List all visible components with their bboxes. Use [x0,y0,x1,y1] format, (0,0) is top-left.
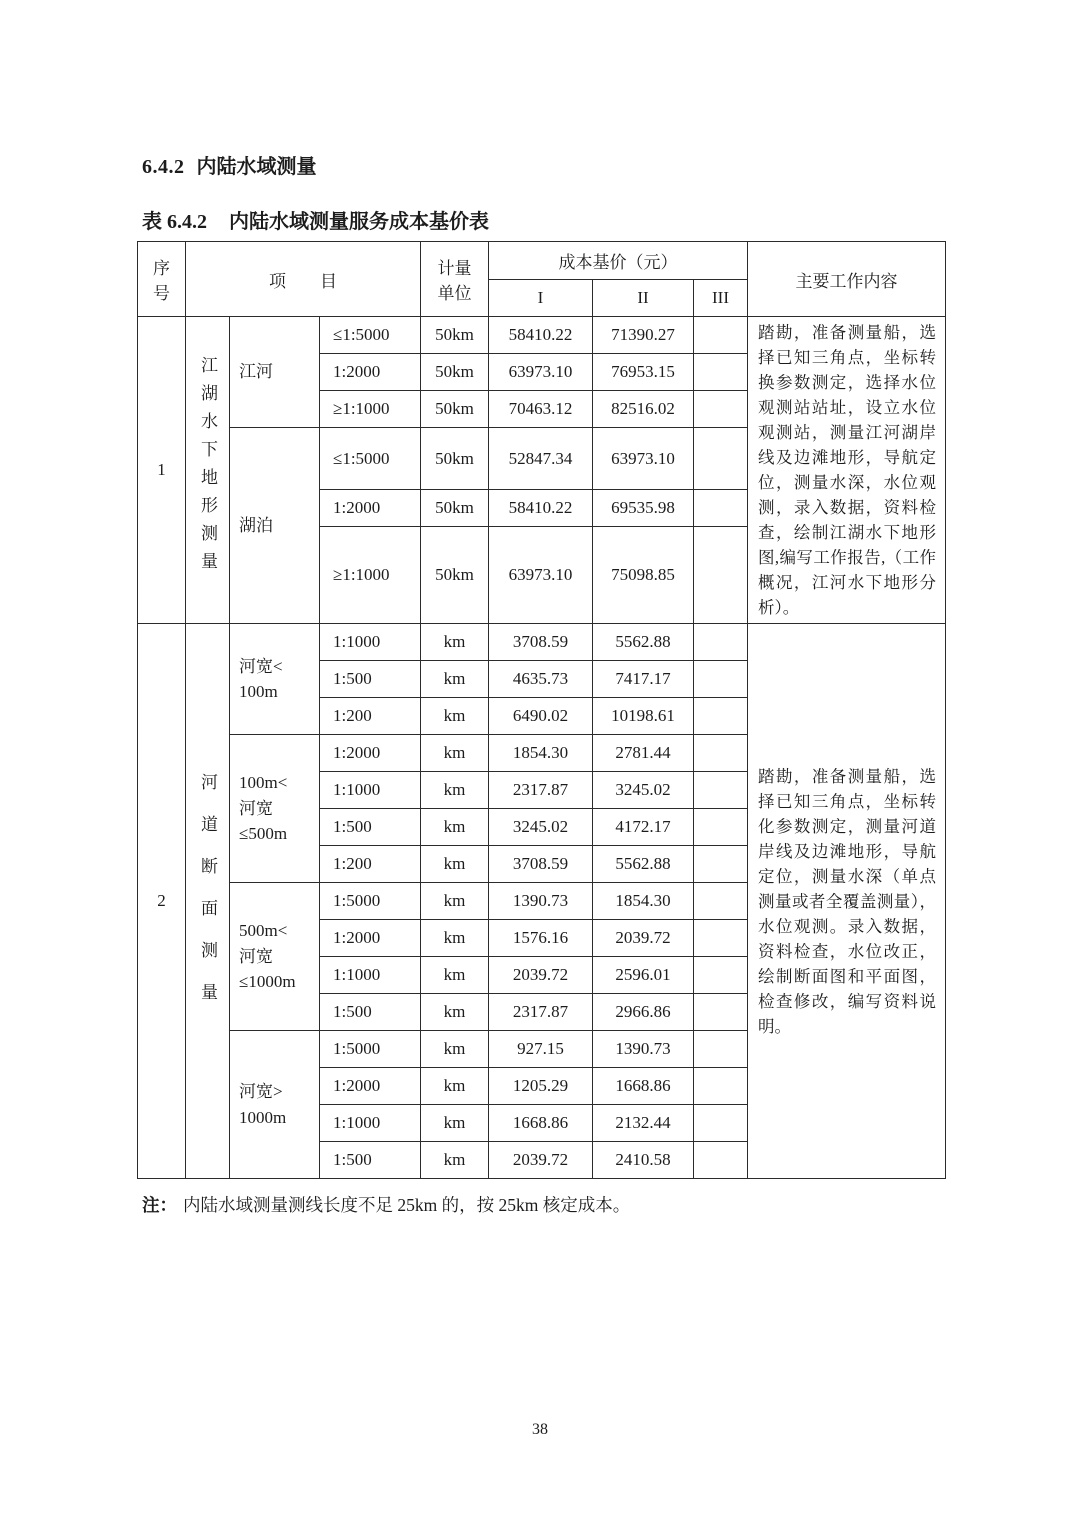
cell-scale: 1:2000 [320,1068,421,1105]
cell-price-i: 2039.72 [489,957,593,994]
cell-group-label: 河宽< 100m [230,624,320,735]
cell-price-i: 6490.02 [489,698,593,735]
table-caption-title: 内陆水域测量服务成本基价表 [229,211,489,233]
cell-price-i: 1390.73 [489,883,593,920]
cell-unit: km [421,883,489,920]
table-note [142,1192,947,1217]
cell-price-ii: 2039.72 [593,920,694,957]
table-caption-label: 表 6.4.2 [142,211,207,233]
cell-price-ii: 10198.61 [593,698,694,735]
table-row [138,624,946,661]
cell-scale: ≤1:5000 [320,428,421,490]
cell-price-i: 1576.16 [489,920,593,957]
cell-unit: 50km [421,428,489,490]
cell-group-label: 江河 [230,317,320,428]
cell-scale: ≤1:5000 [320,317,421,354]
cell-price-iii [694,624,748,661]
cell-scale: 1:1000 [320,1105,421,1142]
cell-price-ii: 69535.98 [593,490,694,527]
section-heading-title: 内陆水域测量 [196,156,317,178]
cell-price-iii [694,698,748,735]
cell-price-i: 70463.12 [489,391,593,428]
cell-price-ii: 5562.88 [593,846,694,883]
cell-price-i: 58410.22 [489,317,593,354]
cell-unit: km [421,735,489,772]
page-content [137,150,947,1217]
cell-price-ii: 2966.86 [593,994,694,1031]
cell-price-i: 927.15 [489,1031,593,1068]
cell-scale: 1:200 [320,846,421,883]
section-heading-number: 6.4.2 [142,156,185,178]
cell-group-label: 湖泊 [230,428,320,624]
category-vertical-text: 江湖水下地形测量 [198,355,217,580]
cell-price-ii: 1854.30 [593,883,694,920]
cell-price-ii: 2410.58 [593,1142,694,1179]
cell-price-i: 1205.29 [489,1068,593,1105]
cell-price-i: 3708.59 [489,624,593,661]
table-header-row-1 [138,242,946,280]
cell-price-i: 63973.10 [489,527,593,624]
cell-price-i: 1668.86 [489,1105,593,1142]
cell-unit: 50km [421,391,489,428]
cell-scale: 1:2000 [320,735,421,772]
note-text: 内陆水域测量测线长度不足 25km 的，按 25km 核定成本。 [183,1195,631,1215]
cell-price-ii: 82516.02 [593,391,694,428]
cell-unit: km [421,994,489,1031]
cell-unit: km [421,1105,489,1142]
cell-unit: 50km [421,317,489,354]
cell-price-ii: 2132.44 [593,1105,694,1142]
cell-scale: 1:500 [320,1142,421,1179]
cell-price-iii [694,735,748,772]
cell-unit: km [421,920,489,957]
cell-price-i: 3708.59 [489,846,593,883]
cell-price-ii: 1390.73 [593,1031,694,1068]
cell-unit: km [421,1142,489,1179]
cell-price-i: 52847.34 [489,428,593,490]
cell-scale: 1:1000 [320,957,421,994]
table-row [138,317,946,354]
cell-price-ii: 1668.86 [593,1068,694,1105]
cell-scale: 1:1000 [320,772,421,809]
header-work-content: 主要工作内容 [748,242,946,317]
cell-unit: km [421,1068,489,1105]
cell-seq: 2 [138,624,186,1179]
cell-scale: 1:2000 [320,354,421,391]
cell-unit: 50km [421,354,489,391]
cell-scale: 1:2000 [320,490,421,527]
cell-unit: km [421,698,489,735]
header-item: 项 目 [186,242,421,317]
table-body [138,317,946,1179]
cell-price-iii [694,957,748,994]
cell-unit: km [421,846,489,883]
cell-price-i: 63973.10 [489,354,593,391]
cell-unit: km [421,772,489,809]
cell-work-content: 踏勘，准备测量船，选择已知三角点，坐标转换参数测定，选择水位观测站站址，设立水位观测站，测量江河湖岸线及边滩地形，导航定位，测量水深，水位观测，录入数据，资料检查，绘制江湖水下地形图,编写工作报告,（工作概况，江河水下地形分析）。 [748,317,946,624]
cell-category [186,624,230,1179]
cell-price-iii [694,846,748,883]
cell-scale: 1:200 [320,698,421,735]
cell-price-iii [694,428,748,490]
cell-price-iii [694,809,748,846]
cell-scale: 1:500 [320,994,421,1031]
cell-price-iii [694,772,748,809]
cell-price-iii [694,354,748,391]
cell-unit: km [421,624,489,661]
cell-price-ii: 76953.15 [593,354,694,391]
cell-group-label: 河宽> 1000m [230,1031,320,1179]
cell-unit: km [421,661,489,698]
cell-price-i: 1854.30 [489,735,593,772]
cell-price-ii: 7417.17 [593,661,694,698]
cell-unit: km [421,1031,489,1068]
cell-price-iii [694,1068,748,1105]
cell-group-label: 500m< 河宽 ≤1000m [230,883,320,1031]
cell-unit: 50km [421,527,489,624]
cell-scale: ≥1:1000 [320,527,421,624]
cell-price-i: 4635.73 [489,661,593,698]
cell-price-ii: 71390.27 [593,317,694,354]
category-vertical-text: 河道断面测量 [198,772,217,1025]
cell-price-ii: 63973.10 [593,428,694,490]
cell-scale: 1:5000 [320,883,421,920]
section-heading [142,150,947,179]
cell-scale: ≥1:1000 [320,391,421,428]
cell-price-ii: 4172.17 [593,809,694,846]
cell-unit: km [421,957,489,994]
cell-price-iii [694,391,748,428]
header-price-group: 成本基价（元） [489,242,748,280]
cell-unit: 50km [421,490,489,527]
cell-seq: 1 [138,317,186,624]
cell-price-iii [694,661,748,698]
cell-price-i: 2317.87 [489,994,593,1031]
cell-price-ii: 5562.88 [593,624,694,661]
header-price-col-ii: II [593,280,694,317]
cell-scale: 1:5000 [320,1031,421,1068]
cell-price-iii [694,1105,748,1142]
header-price-col-i: I [489,280,593,317]
page-number: 38 [532,1421,548,1438]
cell-price-iii [694,920,748,957]
cell-price-iii [694,883,748,920]
table-caption [142,205,947,234]
cell-price-i: 2317.87 [489,772,593,809]
cell-unit: km [421,809,489,846]
cell-price-ii: 75098.85 [593,527,694,624]
header-seq: 序 号 [138,242,186,317]
header-price-col-iii: III [694,280,748,317]
cell-price-ii: 2781.44 [593,735,694,772]
cell-price-i: 2039.72 [489,1142,593,1179]
cell-scale: 1:2000 [320,920,421,957]
cell-price-iii [694,994,748,1031]
note-label: 注： [142,1195,177,1215]
cell-category [186,317,230,624]
cell-group-label: 100m< 河宽 ≤500m [230,735,320,883]
cell-price-iii [694,527,748,624]
cell-scale: 1:500 [320,661,421,698]
cell-scale: 1:1000 [320,624,421,661]
cell-work-content: 踏勘，准备测量船，选择已知三角点，坐标转化参数测定，测量河道岸线及边滩地形，导航定位，测量水深（单点测量或者全覆盖测量），水位观测。录入数据，资料检查，水位改正，绘制断面图和平面图，检查修改，编写资料说明。 [748,624,946,1179]
cell-price-ii: 2596.01 [593,957,694,994]
cost-price-table [137,241,946,1179]
header-unit: 计量 单位 [421,242,489,317]
cell-price-i: 3245.02 [489,809,593,846]
cell-price-ii: 3245.02 [593,772,694,809]
cell-price-i: 58410.22 [489,490,593,527]
cell-scale: 1:500 [320,809,421,846]
cell-price-iii [694,490,748,527]
cell-price-iii [694,1031,748,1068]
cell-price-iii [694,317,748,354]
cell-price-iii [694,1142,748,1179]
